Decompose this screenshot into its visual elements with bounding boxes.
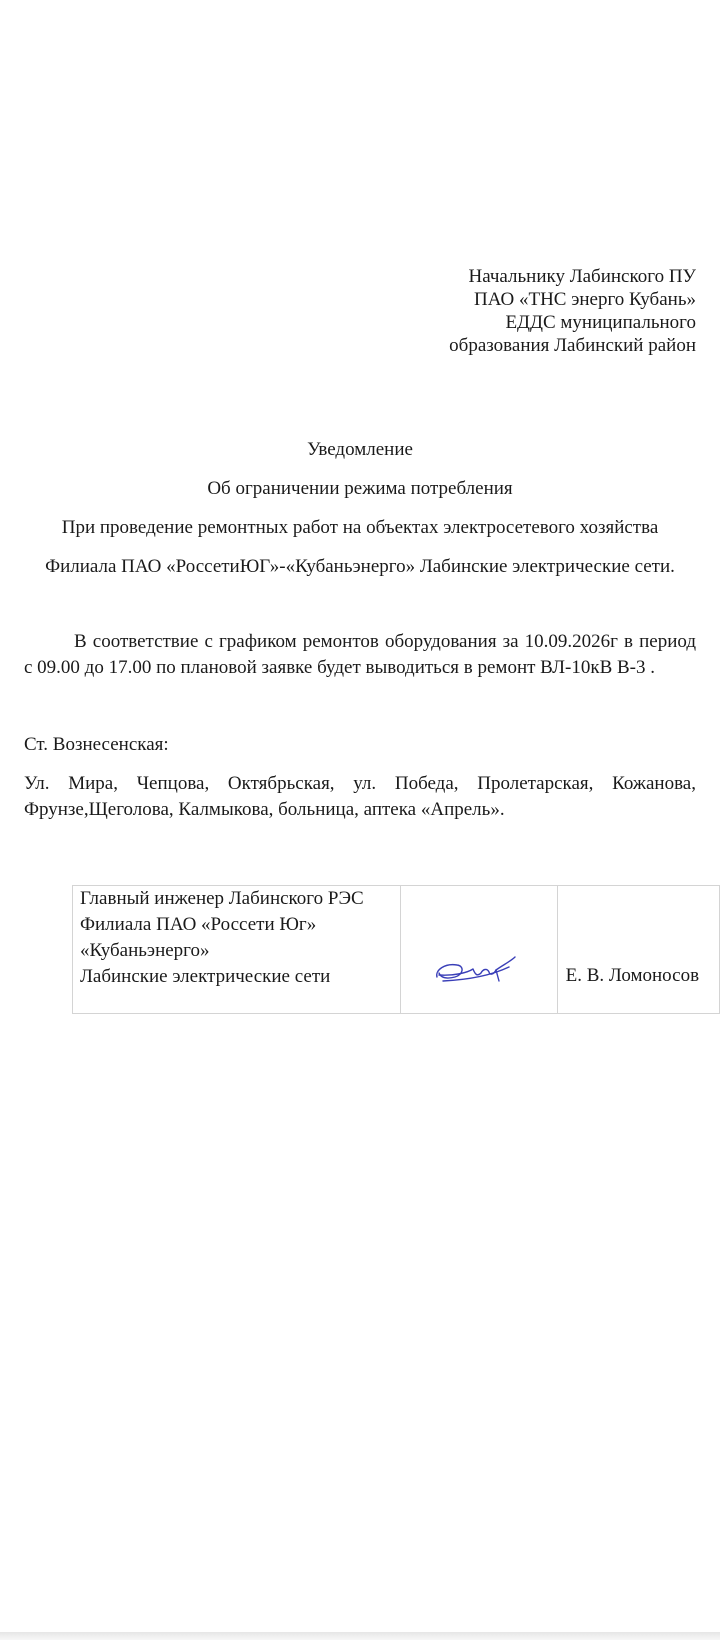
addressee-line: Начальнику Лабинского ПУ xyxy=(468,266,696,287)
addressee-line: ЕДДС муниципального xyxy=(505,312,696,333)
signatory-title-line: «Кубаньэнерго» xyxy=(80,940,210,961)
schedule-paragraph: В соответствие с графиком ремонтов оборудования за 10.09.2026г в период с 09.00 до 17.00 по плановой заявке будет выводиться в ремонт ВЛ-10кВ В-3 . xyxy=(24,631,696,678)
signatory-title-line: Филиала ПАО «Россети Юг» xyxy=(80,914,317,935)
signature-cell xyxy=(401,886,558,1014)
addressee-block xyxy=(276,265,696,357)
streets-paragraph: Ул. Мира, Чепцова, Октябрьская, ул. Победа, Пролетарская, Кожанова, Фрунзе,Щеголова, Калмыкова, больница, аптека «Апрель». xyxy=(24,773,696,820)
addressee-line: образования Лабинский район xyxy=(449,335,696,356)
signature-table xyxy=(72,885,720,1014)
signature-row xyxy=(73,886,720,1014)
notice-line-1: При проведение ремонтных работ на объектах электросетевого хозяйства xyxy=(61,517,659,538)
notice-line-2: Филиала ПАО «РоссетиЮГ»-«Кубаньэнерго» Лабинские электрические сети. xyxy=(45,556,675,577)
signatory-name-cell xyxy=(557,886,719,1014)
notice-title: Уведомление xyxy=(307,439,413,460)
handwritten-signature-icon xyxy=(433,953,519,993)
signatory-title-line: Главный инженер Лабинского РЭС xyxy=(80,888,364,909)
notice-subtitle: Об ограничении режима потребления xyxy=(207,478,513,499)
settlement-label: Ст. Вознесенская: xyxy=(24,734,169,755)
signatory-name: Е. В. Ломоносов xyxy=(565,965,700,986)
signatory-title-line: Лабинские электрические сети xyxy=(80,966,331,987)
signatory-title-cell xyxy=(73,886,401,1014)
addressee-line: ПАО «ТНС энерго Кубань» xyxy=(474,289,696,310)
page-bottom-edge xyxy=(0,1632,720,1640)
